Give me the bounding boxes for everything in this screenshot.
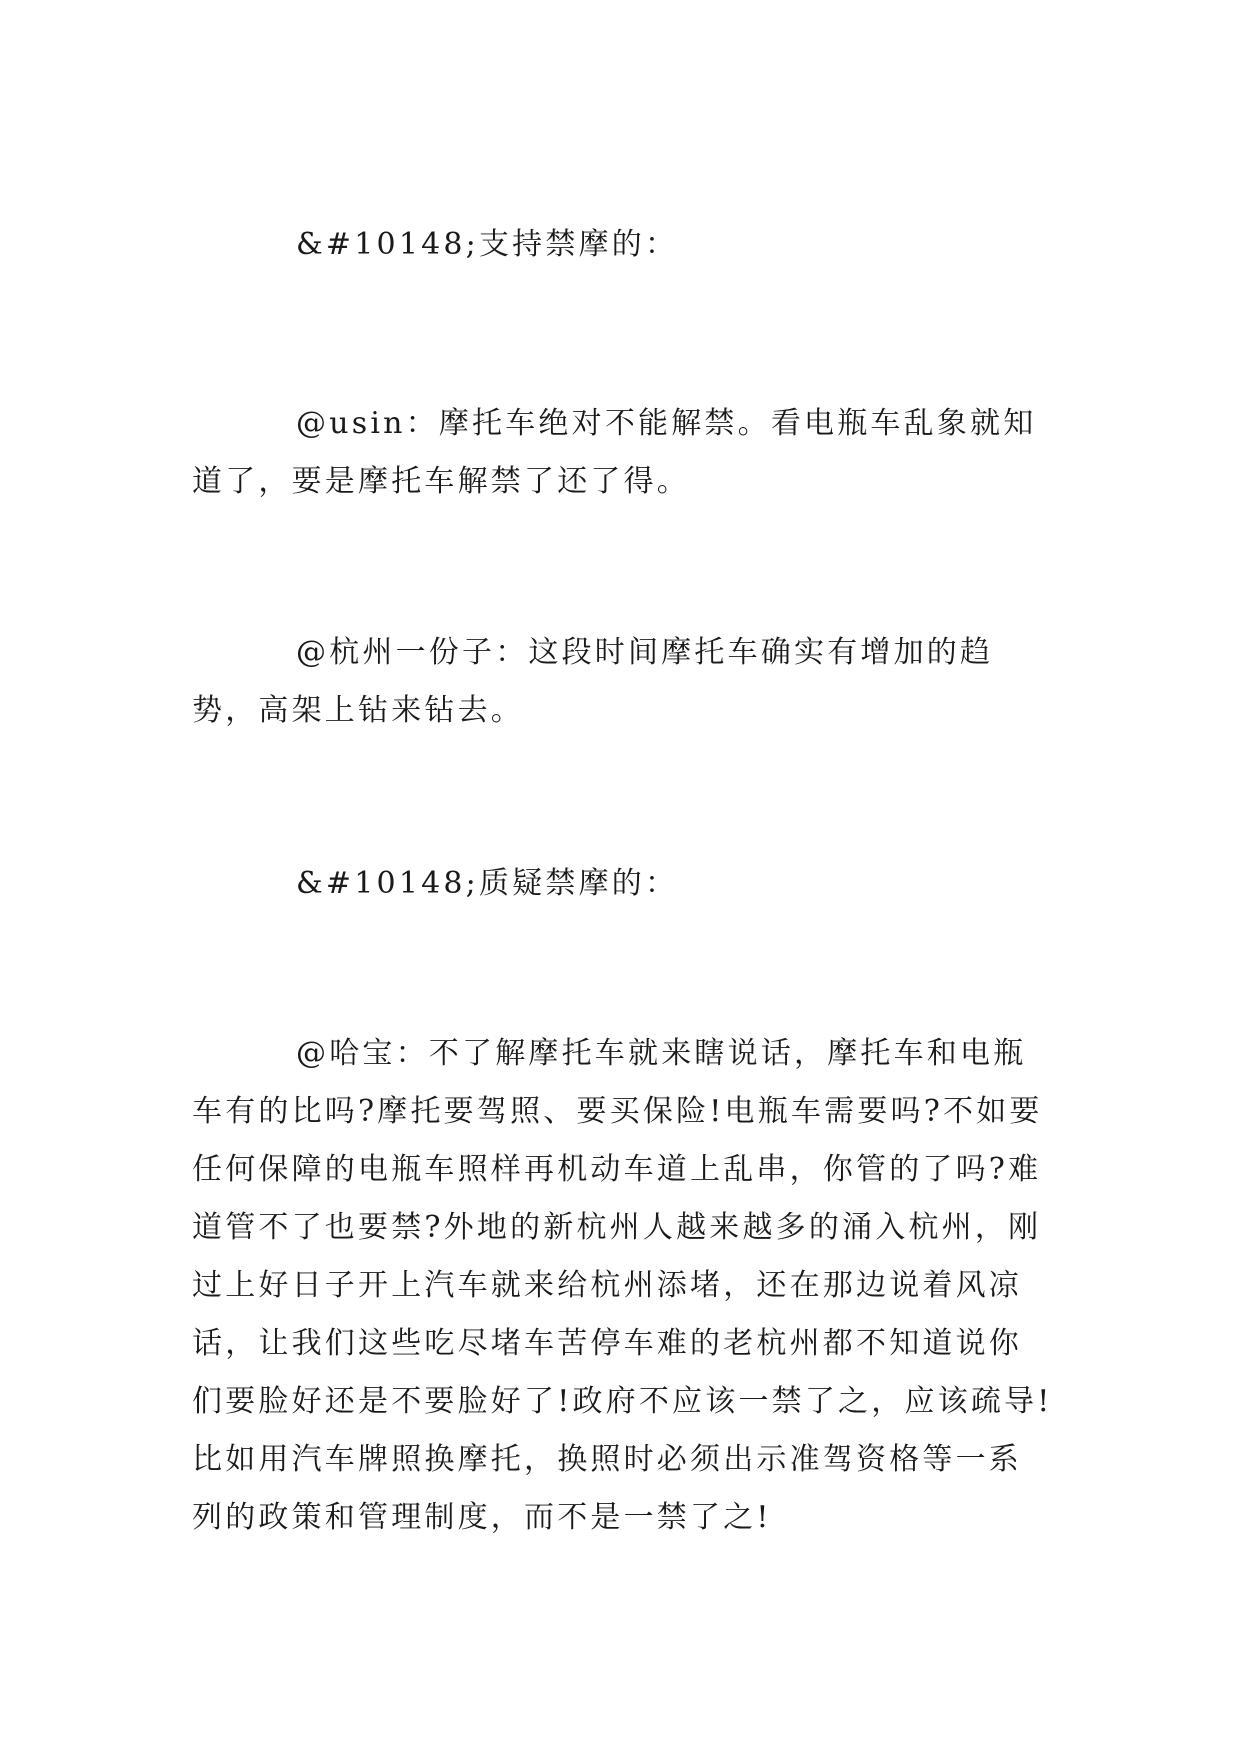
comment-hangzhou-member: @杭州一份子：这段时间摩托车确实有增加的趋势，高架上钻来钻去。 xyxy=(192,635,994,728)
section-heading-support: &#10148;支持禁摩的： xyxy=(296,227,679,262)
section-heading-question: &#10148;质疑禁摩的： xyxy=(296,866,679,901)
comment-usin: @usin：摩托车绝对不能解禁。看电瓶车乱象就知道了，要是摩托车解禁了还了得。 xyxy=(192,406,1037,499)
comment-habao: @哈宝：不了解摩托车就来瞎说话，摩托车和电瓶车有的比吗?摩托要驾照、要买保险!电瓶车需要吗?不如要任何保障的电瓶车照样再机动车道上乱串，你管的了吗?难道管不了也要禁?外地的新杭州人越来越多的涌入杭州，刚过上好日子开上汽车就来给杭州添堵，还在那边说着风凉话，让我们这些吃尽堵车苦停车难的老杭州都不知道说你们要脸好还是不要脸好了!政府不应该一禁了之，应该疏导!比如用汽车牌照换摩托，换照时必须出示准驾资格等一系列的政策和管理制度，而不是一禁了之! xyxy=(192,1036,1053,1535)
